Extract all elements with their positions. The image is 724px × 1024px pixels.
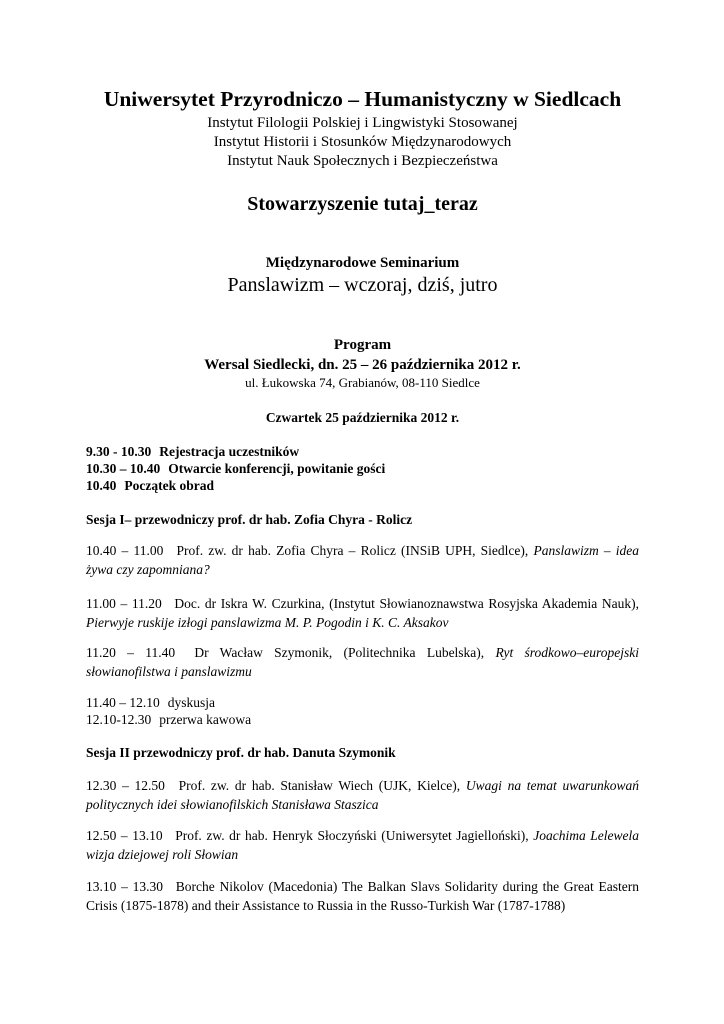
schedule-label: przerwa kawowa	[159, 712, 252, 727]
talk-entry	[86, 776, 639, 814]
schedule-time: 10.40	[86, 478, 117, 493]
institute-line: Instytut Nauk Społecznych i Bezpieczeństwa	[227, 153, 498, 169]
talk-title: Joachima Lelewela wizja dziejowej roli Słowian	[86, 828, 640, 862]
schedule-time: 12.10-12.30	[86, 712, 152, 727]
talk-speaker: Dr Wacław Szymonik, (Politechnika Lubelska),	[194, 645, 485, 660]
schedule-label: Rejestracja uczestników	[159, 444, 300, 459]
talk-speaker: Prof. zw. dr hab. Zofia Chyra – Rolicz (INSiB UPH, Siedlce),	[176, 543, 529, 558]
talk-speaker: Doc. dr Iskra W. Czurkina, (Instytut Słowianoznawstwa Rosyjska Akademia Nauk),	[174, 596, 640, 611]
talk-title: Uwagi na temat uwarunkowań politycznych idei słowianofilskich Stanisława Staszica	[86, 778, 639, 812]
seminar-kind: Międzynarodowe Seminarium	[265, 255, 460, 271]
schedule-label: Początek obrad	[124, 478, 214, 493]
talk-speaker: Prof. zw. dr hab. Stanisław Wiech (UJK, Kielce),	[178, 778, 461, 793]
day-heading: Czwartek 25 października 2012 r.	[265, 410, 460, 425]
institute-line: Instytut Historii i Stosunków Międzynarodowych	[213, 134, 512, 150]
schedule-item	[86, 694, 639, 711]
talk-title: Ryt środkowo–europejski słowianofilstwa i panslawizmu	[86, 645, 640, 679]
schedule-item	[86, 477, 639, 494]
schedule-label: Otwarcie konferencji, powitanie gości	[168, 461, 386, 476]
schedule-time: 10.30 – 10.40	[86, 461, 161, 476]
institute-line: Instytut Filologii Polskiej i Lingwistyki Stosowanej	[207, 115, 518, 131]
talk-title: Pierwyje ruskije izłogi panslawizma M. P. Pogodin i K. C. Aksakov	[86, 615, 449, 630]
schedule-label: dyskusja	[167, 695, 215, 710]
program-heading: Program	[333, 337, 392, 353]
schedule-item	[86, 443, 639, 460]
seminar-title: Panslawizm – wczoraj, dziś, jutro	[227, 274, 498, 296]
program-address: ul. Łukowska 74, Grabianów, 08-110 Siedlce	[245, 375, 480, 390]
schedule-item	[86, 711, 639, 728]
talk-speaker: Prof. zw. dr hab. Henryk Słoczyński (Uniwersytet Jagielloński),	[175, 828, 529, 843]
talk-time: 11.00 – 11.20	[86, 596, 162, 611]
talk-entry	[86, 541, 639, 579]
document-page	[86, 0, 639, 1024]
schedule-time: 9.30 - 10.30	[86, 444, 152, 459]
session-heading: Sesja I– przewodniczy prof. dr hab. Zofia Chyra - Rolicz	[86, 512, 413, 527]
talk-entry	[86, 643, 639, 681]
talk-entry	[86, 826, 639, 864]
talk-time: 13.10 – 13.30	[86, 879, 163, 894]
schedule-time: 11.40 – 12.10	[86, 695, 160, 710]
talk-speaker: Borche Nikolov (Macedonia) The Balkan Slavs Solidarity during the Great Eastern Crisis (1875-1878) and their Assistance to Russia in the Russo-Turkish War (1787-1788)	[86, 879, 640, 913]
program-place: Wersal Siedlecki, dn. 25 – 26 października 2012 r.	[204, 357, 521, 373]
talk-time: 12.50 – 13.10	[86, 828, 163, 843]
association-name: Stowarzyszenie tutaj_teraz	[247, 193, 478, 215]
talk-entry	[86, 594, 639, 632]
talk-time: 10.40 – 11.00	[86, 543, 164, 558]
university-name: Uniwersytet Przyrodniczo – Humanistyczny w Siedlcach	[103, 87, 622, 111]
talk-time: 11.20 – 11.40	[86, 645, 176, 660]
session-heading: Sesja II przewodniczy prof. dr hab. Danuta Szymonik	[86, 745, 396, 760]
talk-entry	[86, 877, 639, 915]
schedule-item	[86, 460, 639, 477]
talk-time: 12.30 – 12.50	[86, 778, 165, 793]
talk-title: Panslawizm – idea żywa czy zapomniana?	[86, 543, 640, 577]
